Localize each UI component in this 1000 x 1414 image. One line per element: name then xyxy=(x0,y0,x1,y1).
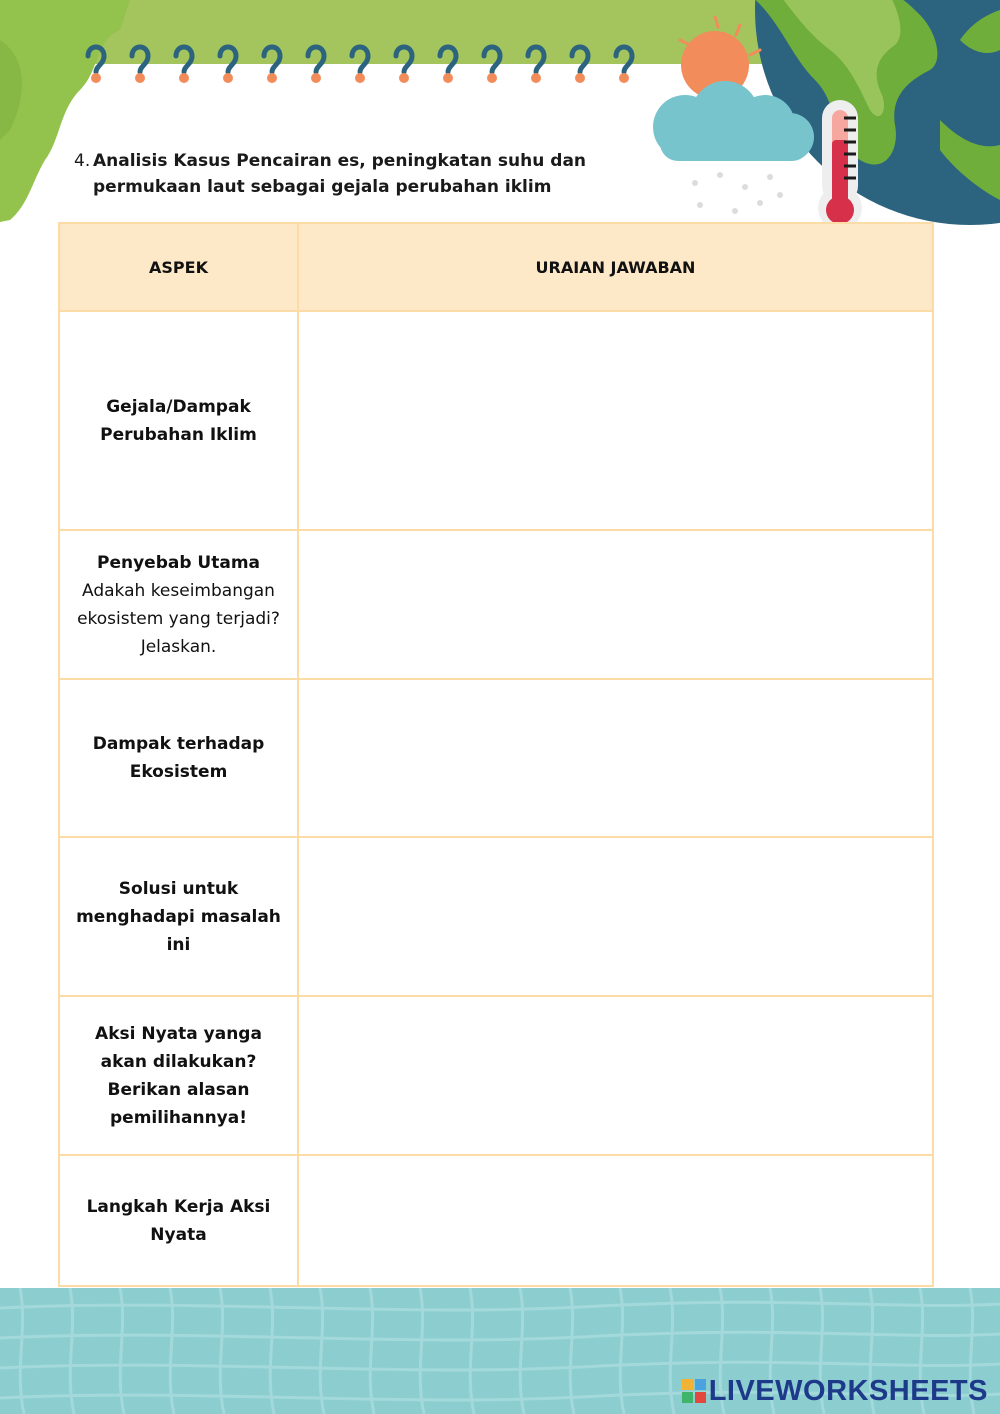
spiral-binding xyxy=(70,40,690,90)
aspect-cell xyxy=(59,530,298,679)
question-number: 4. xyxy=(74,151,91,171)
logo-text: LIVEWORKSHEETS xyxy=(708,1374,988,1407)
binding-ring xyxy=(522,40,548,86)
binding-ring xyxy=(82,40,108,86)
answer-field[interactable] xyxy=(298,311,933,530)
aspect-label: Gejala/Dampak Perubahan Iklim xyxy=(100,396,257,445)
aspect-label: Dampak terhadap Ekosistem xyxy=(92,734,265,782)
answer-field[interactable] xyxy=(298,679,933,837)
answer-field[interactable] xyxy=(298,996,933,1155)
table-row xyxy=(59,530,933,679)
aspect-label: Aksi Nyata yanga akan dilakukan? Berikan alasan pemilihannya! xyxy=(95,1023,262,1128)
answer-field[interactable] xyxy=(298,837,933,996)
sun-cloud-icon xyxy=(640,15,830,225)
worksheet-table xyxy=(58,222,934,1287)
binding-ring xyxy=(214,40,240,86)
binding-ring xyxy=(170,40,196,86)
table-row xyxy=(59,1155,933,1286)
liveworksheets-logo-icon xyxy=(682,1379,706,1403)
header-aspect: ASPEK xyxy=(59,223,298,311)
aspect-label: Solusi untuk menghadapi masalah ini xyxy=(76,878,281,955)
binding-ring xyxy=(434,40,460,86)
table-row xyxy=(59,996,933,1155)
binding-ring xyxy=(566,40,592,86)
aspect-label: Penyebab Utama xyxy=(96,552,261,573)
table-header-row xyxy=(59,223,933,311)
table-row xyxy=(59,679,933,837)
binding-ring xyxy=(302,40,328,86)
binding-ring xyxy=(390,40,416,86)
thermometer-icon xyxy=(812,96,868,234)
aspect-cell xyxy=(59,679,298,837)
aspect-subtext: Adakah keseimbangan ekosistem yang terjadi? Jelaskan. xyxy=(77,580,280,657)
aspect-cell xyxy=(59,996,298,1155)
aspect-cell xyxy=(59,837,298,996)
binding-ring xyxy=(346,40,372,86)
header-answer: URAIAN JAWABAN xyxy=(298,223,933,311)
binding-ring xyxy=(610,40,636,86)
binding-ring xyxy=(258,40,284,86)
question-heading xyxy=(74,148,634,200)
table-row xyxy=(59,311,933,530)
answer-field[interactable] xyxy=(298,1155,933,1286)
aspect-cell xyxy=(59,311,298,530)
aspect-cell xyxy=(59,1155,298,1286)
table-row xyxy=(59,837,933,996)
liveworksheets-logo[interactable] xyxy=(682,1374,988,1408)
binding-ring xyxy=(126,40,152,86)
binding-ring xyxy=(478,40,504,86)
aspect-label: Langkah Kerja Aksi Nyata xyxy=(86,1196,271,1245)
answer-field[interactable] xyxy=(298,530,933,679)
question-text: Analisis Kasus Pencairan es, peningkatan suhu dan permukaan laut sebagai gejala perubahan iklim xyxy=(93,151,587,197)
